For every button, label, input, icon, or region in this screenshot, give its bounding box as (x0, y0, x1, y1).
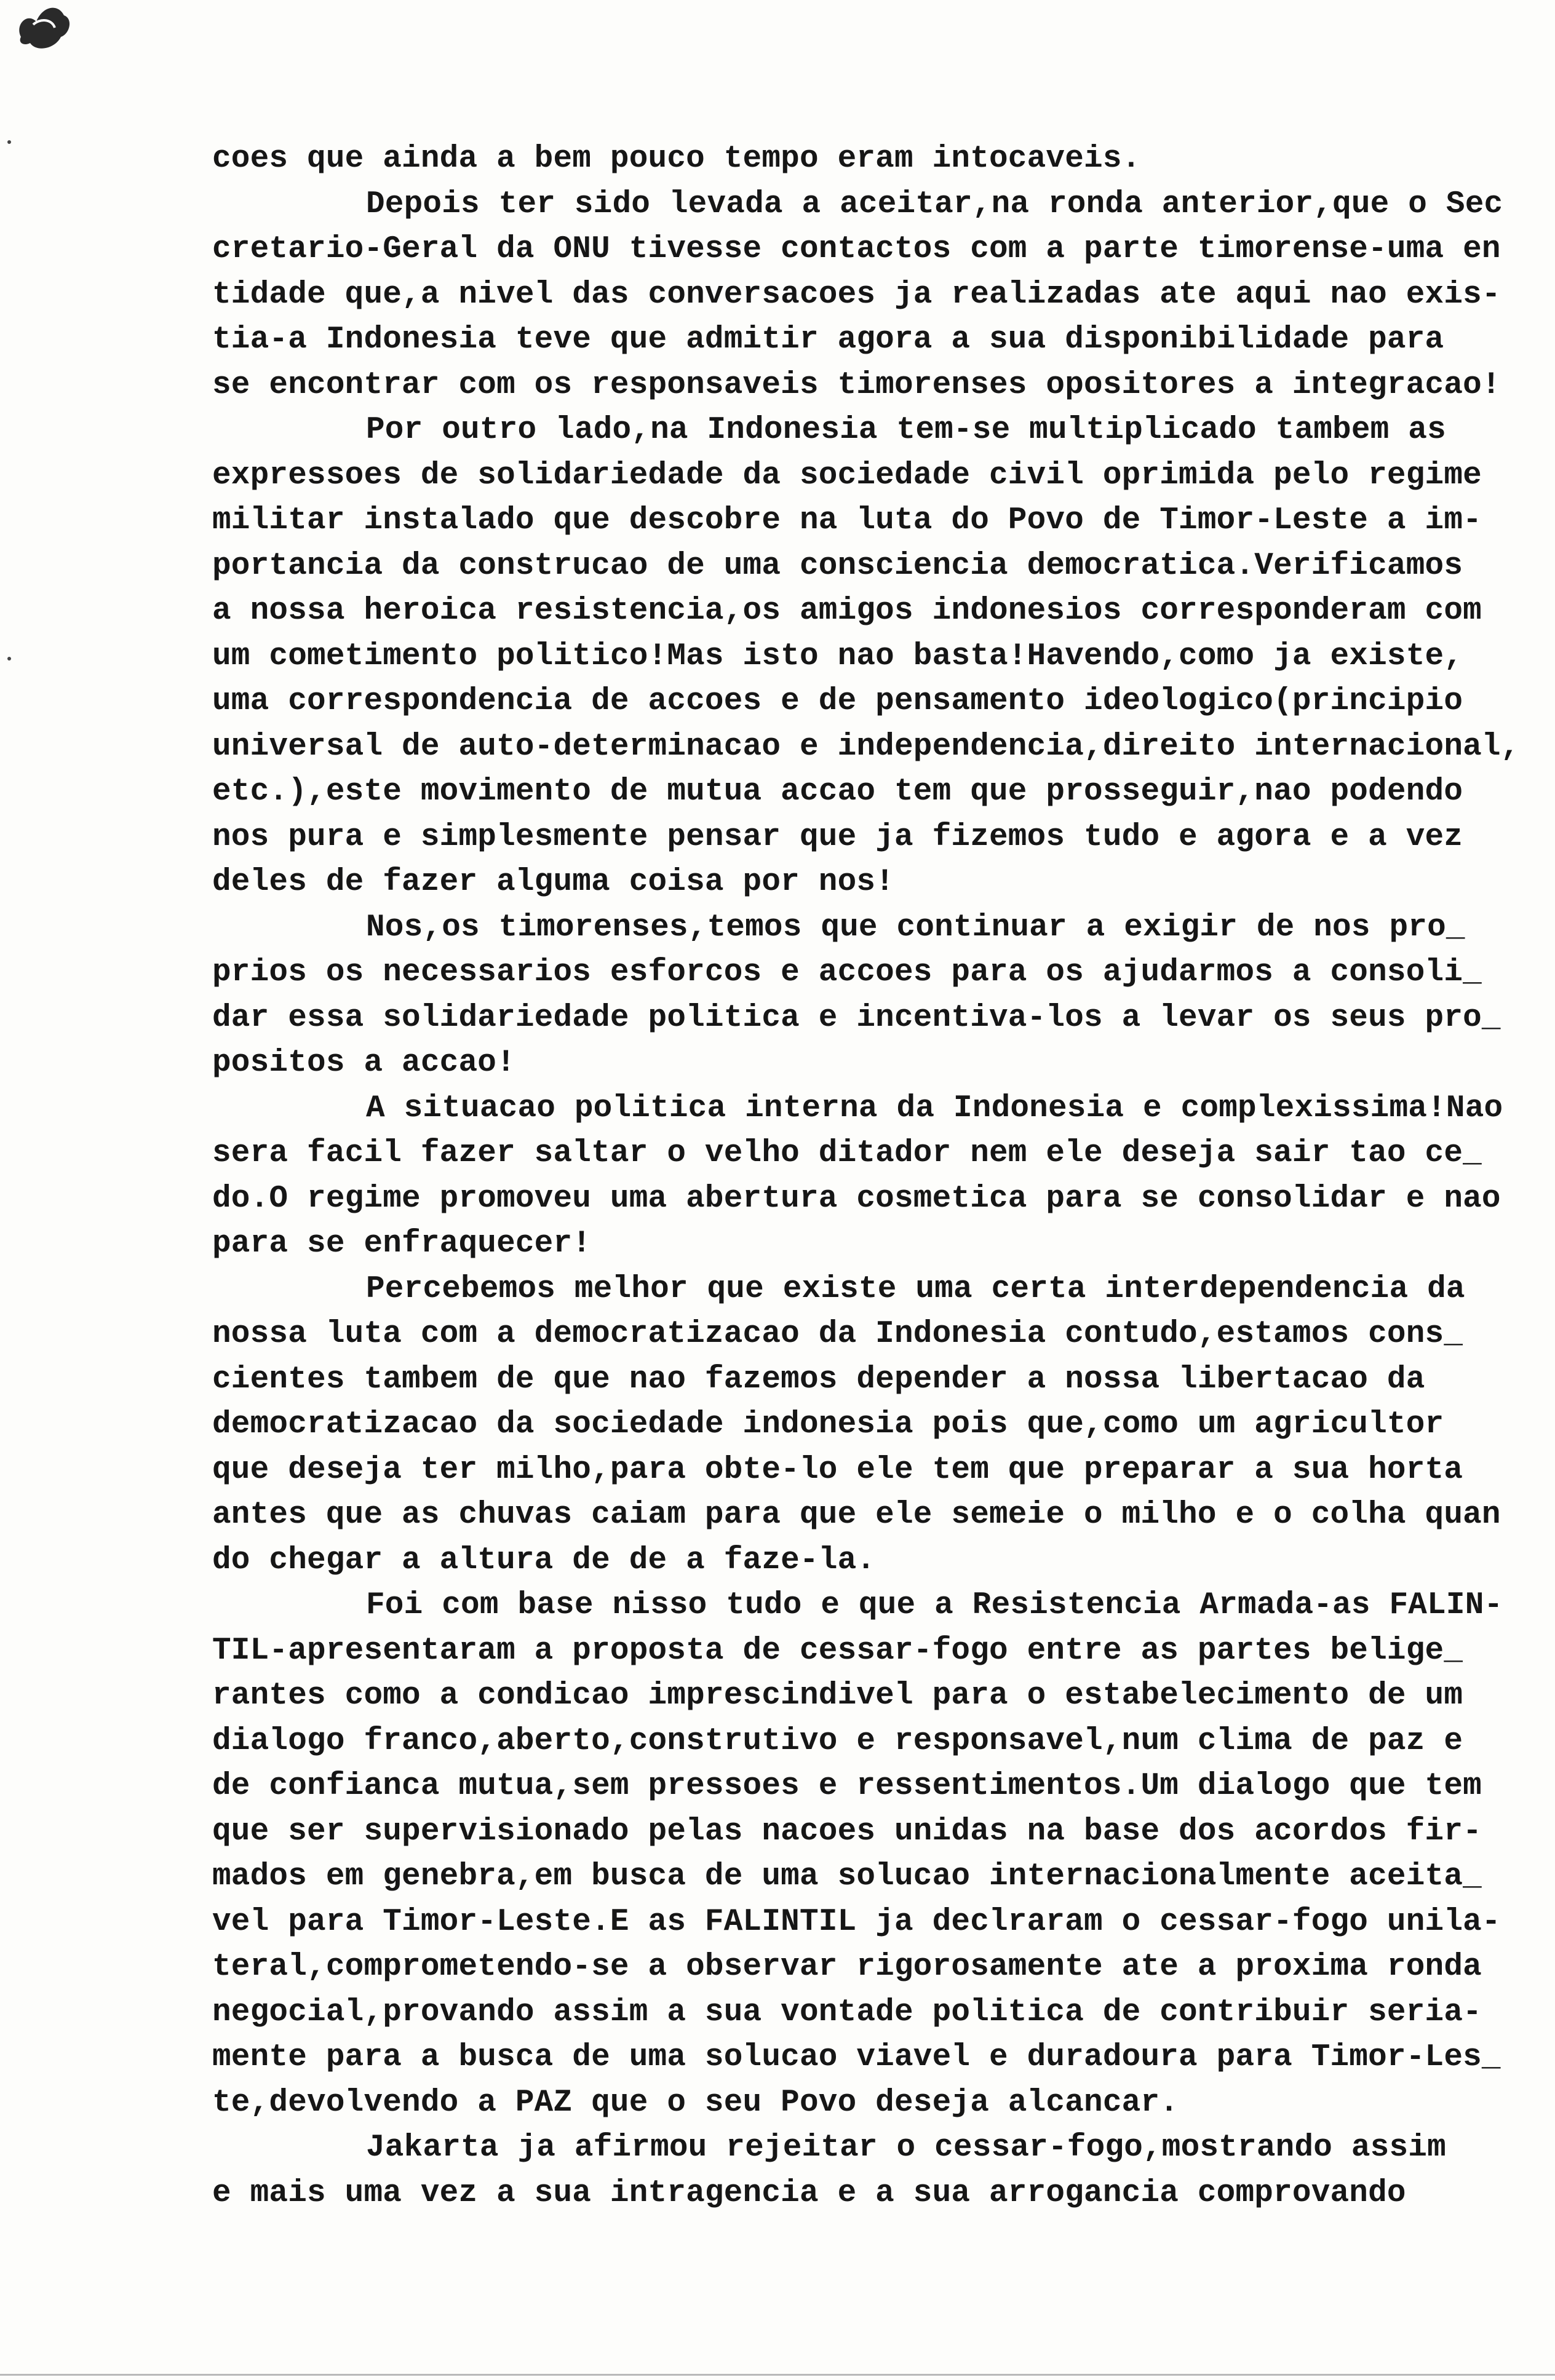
text-line: a nossa heroica resistencia,os amigos indonesios corresponderam com (212, 593, 1482, 629)
text-line: rantes como a condicao imprescindivel para o estabelecimento de um (212, 1678, 1463, 1713)
text-line: universal de auto-determinacao e independencia,direito internacional, (212, 729, 1520, 764)
text-line: de confianca mutua,sem pressoes e ressentimentos.Um dialogo que tem (212, 1769, 1482, 1804)
ink-smudge-mark (9, 0, 82, 55)
text-line: negocial,provando assim a sua vontade politica de contribuir seria- (212, 1994, 1482, 2030)
text-line: para se enfraquecer! (212, 1226, 592, 1261)
margin-dot (7, 657, 11, 660)
text-line: Por outro lado,na Indonesia tem-se multiplicado tambem as (366, 413, 1446, 448)
typewritten-body (212, 137, 1520, 2216)
text-line: vel para Timor-Leste.E as FALINTIL ja declraram o cessar-fogo unila- (212, 1904, 1501, 1940)
text-line: Nos,os timorenses,temos que continuar a exigir de nos pro_ (366, 910, 1465, 945)
text-line: do chegar a altura de de a faze-la. (212, 1542, 876, 1578)
text-line: antes que as chuvas caiam para que ele semeie o milho e o colha quan (212, 1497, 1501, 1533)
text-line: Depois ter sido levada a aceitar,na ronda anterior,que o Sec (366, 186, 1503, 222)
text-line: etc.),este movimento de mutua accao tem que prosseguir,nao podendo (212, 774, 1463, 809)
text-line: expressoes de solidariedade da sociedade civil oprimida pelo regime (212, 458, 1482, 493)
text-line: deles de fazer alguma coisa por nos! (212, 865, 894, 900)
text-line: Jakarta ja afirmou rejeitar o cessar-fogo,mostrando assim (366, 2130, 1446, 2165)
text-line: mados em genebra,em busca de uma solucao internacionalmente aceita_ (212, 1859, 1482, 1894)
text-line: nossa luta com a democratizacao da Indonesia contudo,estamos cons_ (212, 1317, 1463, 1352)
text-line: do.O regime promoveu uma abertura cosmetica para se consolidar e nao (212, 1181, 1501, 1216)
text-line: nos pura e simplesmente pensar que ja fizemos tudo e agora e a vez (212, 819, 1463, 855)
text-line: prios os necessarios esforcos e accoes para os ajudarmos a consoli_ (212, 955, 1482, 990)
text-line: Percebemos melhor que existe uma certa interdependencia da (366, 1271, 1465, 1307)
text-line: democratizacao da sociedade indonesia pois que,como um agricultor (212, 1407, 1444, 1442)
text-line: Foi com base nisso tudo e que a Resistencia Armada-as FALIN- (366, 1588, 1503, 1623)
text-line: portancia da construcao de uma consciencia democratica.Verificamos (212, 548, 1463, 584)
text-line: tidade que,a nivel das conversacoes ja realizadas ate aqui nao exis- (212, 277, 1501, 312)
text-line: teral,comprometendo-se a observar rigorosamente ate a proxima ronda (212, 1950, 1482, 1985)
text-line: um cometimento politico!Mas isto nao basta!Havendo,como ja existe, (212, 638, 1463, 674)
margin-dot (7, 140, 11, 144)
text-line: que ser supervisionado pelas nacoes unidas na base dos acordos fir- (212, 1814, 1482, 1849)
text-line: te,devolvendo a PAZ que o seu Povo deseja alcancar. (212, 2085, 1179, 2120)
text-line: dar essa solidariedade politica e incentiva-los a levar os seus pro_ (212, 1000, 1501, 1036)
text-line: positos a accao! (212, 1045, 515, 1081)
text-line: que deseja ter milho,para obte-lo ele tem que preparar a sua horta (212, 1452, 1463, 1488)
text-line: mente para a busca de uma solucao viavel e duradoura para Timor-Les_ (212, 2040, 1501, 2075)
text-line: dialogo franco,aberto,construtivo e responsavel,num clima de paz e (212, 1723, 1463, 1759)
text-line: sera facil fazer saltar o velho ditador nem ele deseja sair tao ce_ (212, 1136, 1482, 1171)
text-line: cretario-Geral da ONU tivesse contactos com a parte timorense-uma en (212, 232, 1501, 267)
text-line: coes que ainda a bem pouco tempo eram intocaveis. (212, 141, 1141, 177)
text-line: A situacao politica interna da Indonesia e complexissima!Nao (366, 1090, 1503, 1126)
text-line: tia-a Indonesia teve que admitir agora a sua disponibilidade para (212, 322, 1444, 357)
page-bottom-edge (0, 2374, 1555, 2376)
text-line: cientes tambem de que nao fazemos depender a nossa libertacao da (212, 1362, 1425, 1397)
text-line: militar instalado que descobre na luta do Povo de Timor-Leste a im- (212, 503, 1482, 538)
text-line: uma correspondencia de accoes e de pensamento ideologico(principio (212, 684, 1463, 719)
text-line: TIL-apresentaram a proposta de cessar-fogo entre as partes belige_ (212, 1633, 1463, 1668)
text-line: e mais uma vez a sua intragencia e a sua arrogancia comprovando (212, 2175, 1406, 2211)
text-line: se encontrar com os responsaveis timorenses opositores a integracao! (212, 367, 1501, 403)
